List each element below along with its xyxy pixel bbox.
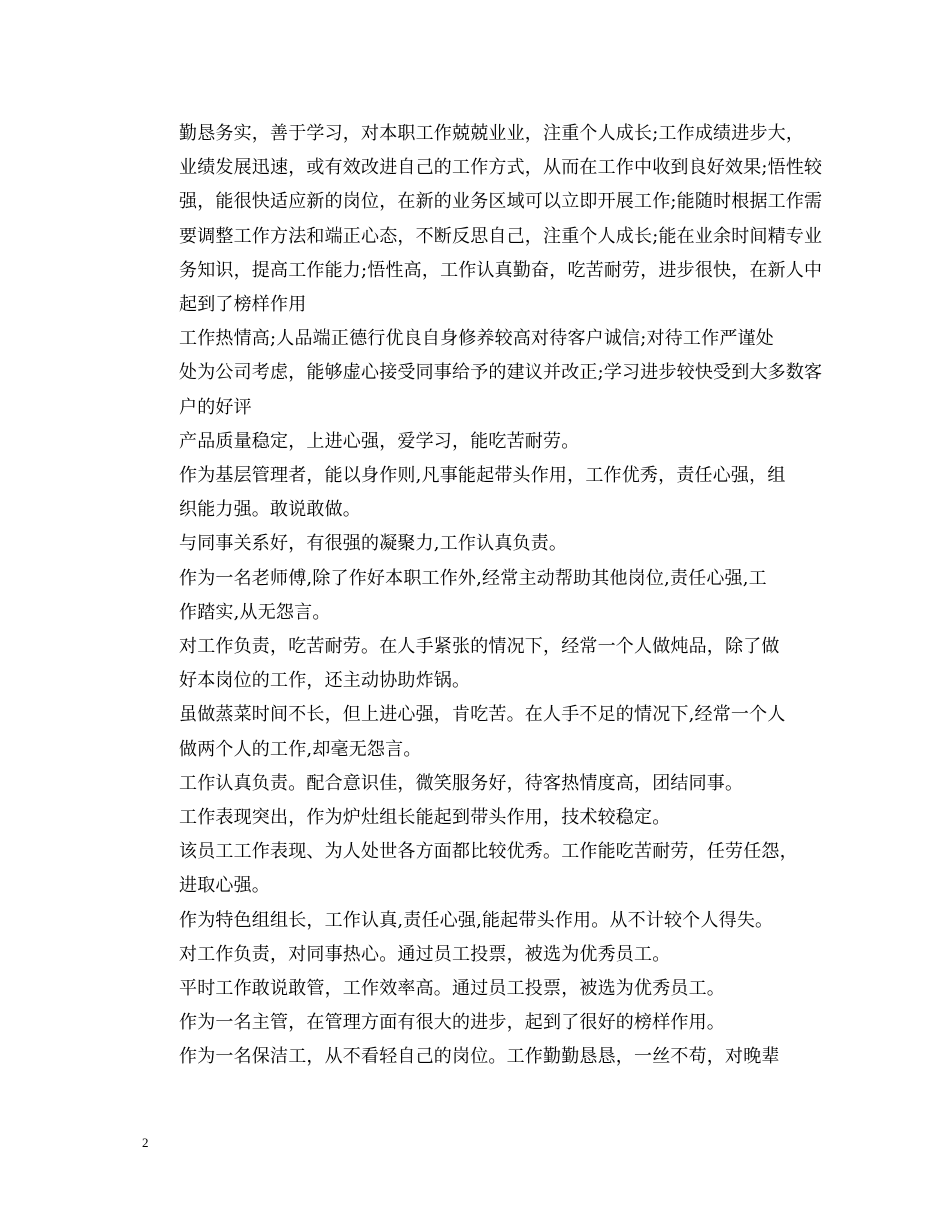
text-line: 户的好评	[179, 396, 252, 418]
paragraph	[143, 322, 823, 425]
paragraph	[143, 972, 813, 1006]
text-line: 作为一名老师傅,除了作好本职工作外,经常主动帮助其他岗位,责任心强,工	[179, 567, 767, 589]
text-line: 勤恳务实，善于学习，对本职工作兢兢业业，注重个人成长;工作成绩进步大，	[179, 123, 805, 144]
document-body	[143, 117, 823, 1075]
text-line: 进取心强。	[179, 875, 270, 897]
paragraph	[143, 527, 813, 561]
text-line: 处为公司考虑，能够虚心接受同事给予的建议并改正;学习进步较快受到大多数客	[179, 362, 823, 384]
text-line: 作为特色组组长，工作认真,责任心强,能起带头作用。从不计较个人得失。	[179, 909, 774, 931]
paragraph	[143, 425, 813, 459]
text-line: 作为一名保洁工，从不看轻自己的岗位。工作勤勤恳恳，一丝不苟，对晚辈	[179, 1046, 780, 1068]
text-line: 好本岗位的工作，还主动协助炸锅。	[179, 670, 471, 692]
paragraph	[143, 1006, 813, 1040]
paragraph	[143, 459, 813, 527]
paragraph	[143, 562, 813, 630]
paragraph	[143, 1040, 813, 1074]
text-line: 对工作负责，吃苦耐劳。在人手紧张的情况下，经常一个人做炖品，除了做	[179, 636, 780, 658]
text-line: 织能力强。敢说敢做。	[179, 499, 361, 521]
text-line: 起到了榜样作用	[179, 294, 307, 316]
text-line: 业绩发展迅速，或有效改进自己的工作方式，从而在工作中收到良好效果;悟性较	[179, 157, 823, 179]
text-line: 务知识，提高工作能力;悟性高，工作认真勤奋，吃苦耐劳，进步很快，在新人中	[179, 259, 823, 281]
text-line: 该员工工作表现、为人处世各方面都比较优秀。工作能吃苦耐劳，任劳任怨，	[179, 841, 798, 863]
text-line: 强，能很快适应新的岗位，在新的业务区域可以立即开展工作;能随时根据工作需	[179, 191, 823, 213]
text-line: 工作表现突出，作为炉灶组长能起到带头作用，技术较稳定。	[179, 807, 671, 829]
text-line: 与同事关系好，有很强的凝聚力,工作认真负责。	[179, 533, 568, 555]
text-line: 工作热情高;人品端正德行优良自身修养较高对待客户诚信;对待工作严谨处	[179, 328, 774, 350]
text-line: 虽做蒸菜时间不长，但上进心强，肯吃苦。在人手不足的情况下,经常一个人	[179, 704, 786, 726]
text-line: 作踏实,从无怨言。	[179, 601, 331, 623]
paragraph	[143, 630, 813, 698]
text-line: 要调整工作方法和端正心态，不断反思自己，注重个人成长;能在业余时间精专业	[179, 225, 823, 247]
text-line: 做两个人的工作,却毫无怨言。	[179, 738, 422, 760]
text-line: 平时工作敢说敢管，工作效率高。通过员工投票，被选为优秀员工。	[179, 978, 725, 1000]
paragraph	[143, 801, 813, 835]
paragraph	[143, 767, 813, 801]
text-line: 产品质量稳定，上进心强，爱学习，能吃苦耐劳。	[179, 430, 580, 452]
paragraph	[143, 938, 813, 972]
text-line: 工作认真负责。配合意识佳，微笑服务好，待客热情度高，团结同事。	[179, 772, 744, 794]
paragraph	[143, 835, 813, 903]
page-number: 2	[142, 1135, 149, 1150]
paragraph	[143, 904, 813, 938]
text-line: 对工作负责，对同事热心。通过员工投票，被选为优秀员工。	[179, 943, 671, 965]
text-line: 作为基层管理者，能以身作则,凡事能起带头作用，工作优秀，责任心强，组	[179, 465, 786, 487]
text-line: 作为一名主管，在管理方面有很大的进步，起到了很好的榜样作用。	[179, 1012, 725, 1034]
paragraph	[143, 117, 823, 322]
paragraph	[143, 698, 813, 766]
